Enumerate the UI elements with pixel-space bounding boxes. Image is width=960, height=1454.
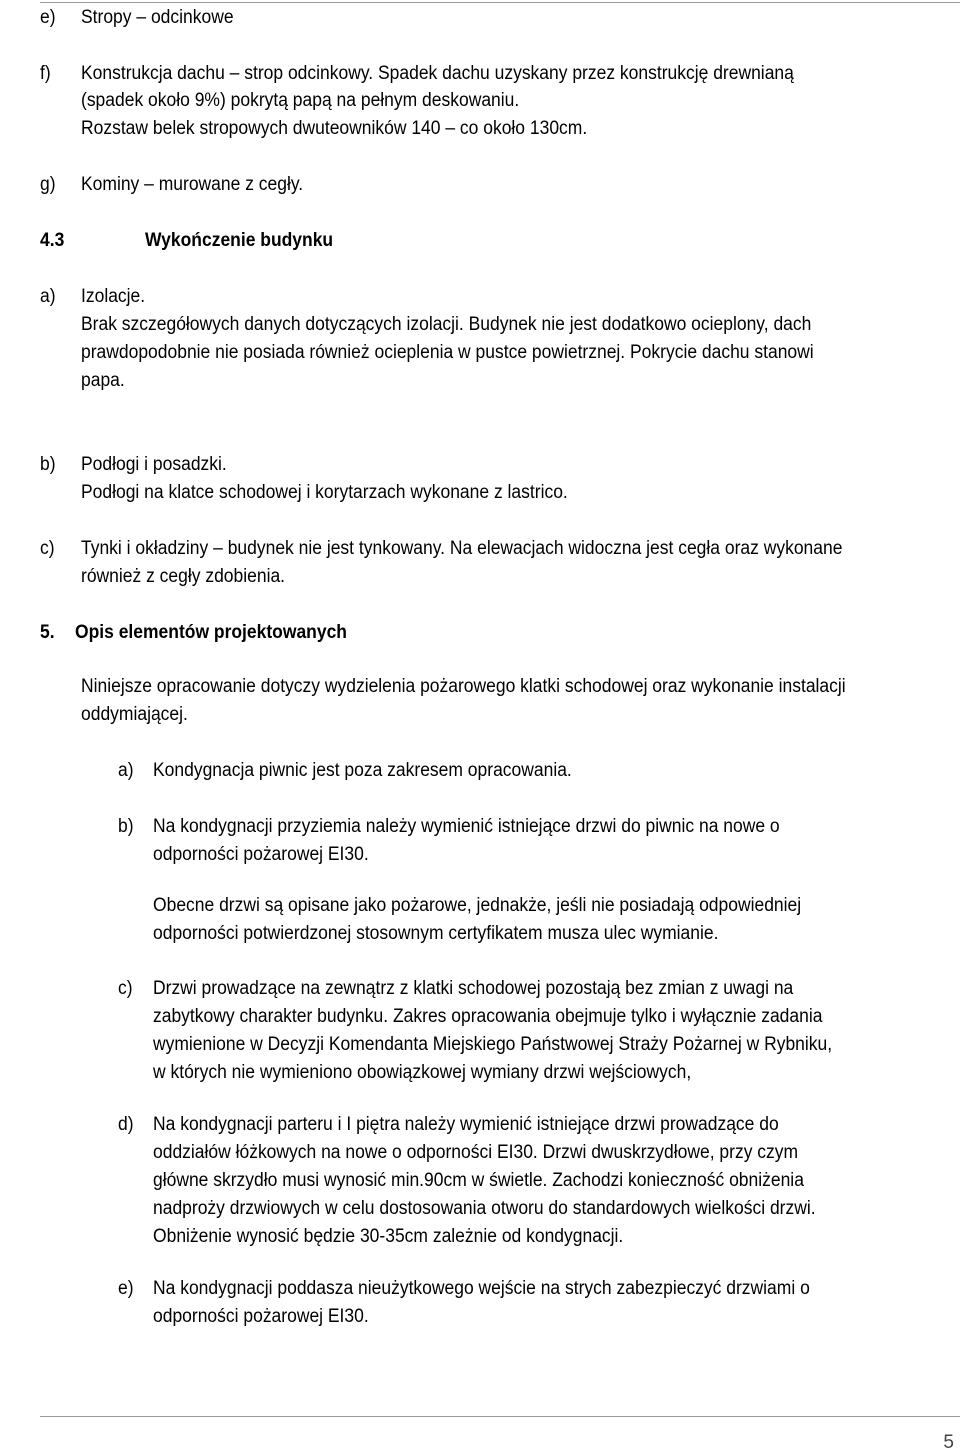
text-line: Tynki i okładziny – budynek nie jest tynkowany. Na elewacjach widoczna jest cegła oraz wykonane: [81, 538, 843, 559]
text-line: oddziałów łóżkowych na nowe o odporności EI30. Drzwi dwuskrzydłowe, przy czym: [153, 1142, 799, 1163]
item-text: Kominy – murowane z cegły.: [81, 174, 304, 195]
text-line: główne skrzydło musi wynosić min.90cm w świetle. Zachodzi konieczność obniżenia: [153, 1170, 804, 1191]
text-line: Rozstaw belek stropowych dwuteowników 140 – co około 130cm.: [81, 118, 588, 139]
text-line: prawdopodobnie nie posiada również ocieplenia w pustce powietrznej. Pokrycie dachu stanowi: [81, 342, 814, 363]
section-title: Opis elementów projektowanych: [75, 622, 347, 643]
section-title: Wykończenie budynku: [145, 230, 334, 251]
section-number: 4.3: [40, 230, 65, 251]
footer-rule: [40, 1416, 960, 1417]
text-line: w których nie wymieniono obowiązkowej wymiany drzwi wejściowych,: [153, 1062, 692, 1083]
text-line: nadproży drzwiowych w celu dostosowania otworu do standardowych wielkości drzwi.: [153, 1198, 816, 1219]
page-number: 5: [943, 1432, 954, 1453]
item-label: e): [118, 1278, 134, 1299]
text-line: Obniżenie wynosić będzie 30-35cm zależnie od kondygnacji.: [153, 1226, 624, 1247]
text-line: zabytkowy charakter budynku. Zakres opracowania obejmuje tylko i wyłącznie zadania: [153, 1006, 823, 1027]
item-text: Stropy – odcinkowe: [81, 7, 234, 28]
item-label: g): [40, 174, 56, 195]
text-line: odporności pożarowej EI30.: [153, 844, 369, 865]
text-line: Podłogi na klatce schodowej i korytarzach wykonane z lastrico.: [81, 482, 568, 503]
item-label: b): [40, 454, 56, 475]
item-label: b): [118, 816, 134, 837]
section-number: 5.: [40, 622, 55, 643]
text-line: Brak szczegółowych danych dotyczących izolacji. Budynek nie jest dodatkowo ocieplony, dach: [81, 314, 812, 335]
text-line: Na kondygnacji parteru i I piętra należy wymienić istniejące drzwi prowadzące do: [153, 1114, 779, 1135]
text-line: Na kondygnacji przyziemia należy wymienić istniejące drzwi do piwnic na nowe o: [153, 816, 780, 837]
item-label: c): [40, 538, 55, 559]
item-label: a): [40, 286, 56, 307]
item-label: a): [118, 760, 134, 781]
text-line: Kondygnacja piwnic jest poza zakresem opracowania.: [153, 760, 572, 781]
text-line: Drzwi prowadzące na zewnątrz z klatki schodowej pozostają bez zmian z uwagi na: [153, 978, 794, 999]
text-line: oddymiającej.: [81, 704, 188, 725]
text-line: wymienione w Decyzji Komendanta Miejskiego Państwowej Straży Pożarnej w Rybniku,: [153, 1034, 833, 1055]
text-line: (spadek około 9%) pokrytą papą na pełnym deskowaniu.: [81, 90, 520, 111]
item-label: c): [118, 978, 133, 999]
text-line: Niniejsze opracowanie dotyczy wydzielenia pożarowego klatki schodowej oraz wykonanie instalacji: [81, 676, 846, 697]
top-rule: [40, 2, 960, 3]
text-line: Konstrukcja dachu – strop odcinkowy. Spadek dachu uzyskany przez konstrukcję drewnianą: [81, 63, 794, 84]
item-label: d): [118, 1114, 134, 1135]
item-label: e): [40, 7, 56, 28]
text-line: papa.: [81, 370, 125, 391]
item-title: Podłogi i posadzki.: [81, 454, 227, 475]
text-line: Obecne drzwi są opisane jako pożarowe, jednakże, jeśli nie posiadają odpowiedniej: [153, 895, 802, 916]
text-line: również z cegły zdobienia.: [81, 566, 286, 587]
item-label: f): [40, 63, 51, 84]
text-line: Na kondygnacji poddasza nieużytkowego wejście na strych zabezpieczyć drzwiami o: [153, 1278, 810, 1299]
text-line: odporności potwierdzonej stosownym certyfikatem musza ulec wymianie.: [153, 923, 719, 944]
item-title: Izolacje.: [81, 286, 146, 307]
text-line: odporności pożarowej EI30.: [153, 1306, 369, 1327]
